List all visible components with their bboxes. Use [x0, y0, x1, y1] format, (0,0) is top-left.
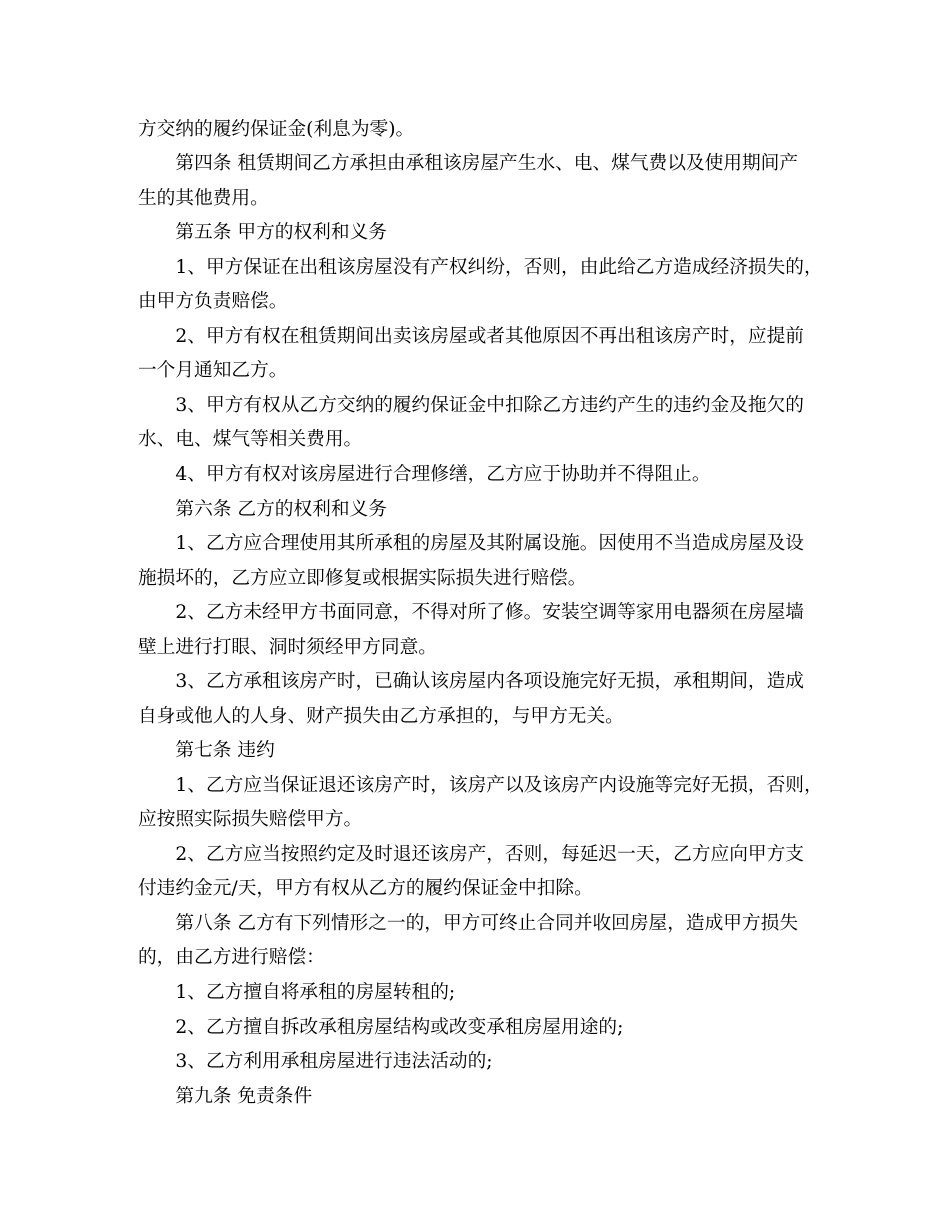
clause: [138, 320, 898, 389]
text-line: 2、乙方应当按照约定及时退还该房产，否则，每延迟一天，乙方应向甲方支: [175, 843, 804, 865]
text-line: 第八条 乙方有下列情形之一的，甲方可终止合同并收回房屋，造成甲方损失: [175, 912, 799, 934]
article-5-heading: 第五条 甲方的权利和义务: [175, 222, 387, 244]
clause-continuation: [138, 113, 898, 148]
clause: [138, 665, 898, 734]
article-heading: [138, 1080, 898, 1115]
text-line: 2、乙方擅自拆改承租房屋结构或改变承租房屋用途的;: [175, 1016, 624, 1038]
text-line: 3、乙方承租该房产时，已确认该房屋内各项设施完好无损，承租期间，造成: [175, 671, 804, 693]
article-heading: [138, 216, 898, 251]
text-line: 的，由乙方进行赔偿：: [138, 947, 325, 969]
text-line: 水、电、煤气等相关费用。: [138, 429, 363, 451]
text-line: 自身或他人的人身、财产损失由乙方承担的，与甲方无关。: [138, 705, 624, 727]
article-heading: [138, 734, 898, 769]
text-line: 3、乙方利用承租房屋进行违法活动的;: [175, 1051, 493, 1073]
text-line: 应按照实际损失赔偿甲方。: [138, 809, 363, 831]
article-4: [138, 147, 898, 216]
text-line: 生的其他费用。: [138, 187, 269, 209]
clause: [138, 976, 898, 1011]
article-9-heading: 第九条 免责条件: [175, 1085, 313, 1107]
clause: [138, 1045, 898, 1080]
article-heading: [138, 493, 898, 528]
article-7-heading: 第七条 违约: [175, 740, 275, 762]
text-line: 方交纳的履约保证金(利息为零)。: [138, 118, 415, 140]
text-line: 1、甲方保证在出租该房屋没有产权纠纷，否则，由此给乙方造成经济损失的，: [175, 256, 823, 278]
clause: [138, 596, 898, 665]
clause: [138, 458, 898, 493]
text-line: 4、甲方有权对该房屋进行合理修缮，乙方应于协助并不得阻止。: [175, 464, 711, 485]
article-8: [138, 907, 898, 976]
text-line: 壁上进行打眼、洞时须经甲方同意。: [138, 636, 437, 658]
text-line: 施损坏的，乙方应立即修复或根据实际损失进行赔偿。: [138, 567, 587, 589]
article-6-heading: 第六条 乙方的权利和义务: [175, 498, 387, 520]
document-body: [138, 113, 898, 1114]
text-line: 1、乙方应当保证退还该房产时，该房产以及该房产内设施等完好无损，否则，: [175, 774, 823, 796]
text-line: 2、乙方未经甲方书面同意，不得对所了修。安装空调等家用电器须在房屋墙: [175, 602, 804, 624]
clause: [138, 769, 898, 838]
text-line: 3、甲方有权从乙方交纳的履约保证金中扣除乙方违约产生的违约金及拖欠的: [175, 394, 804, 416]
text-line: 1、乙方应合理使用其所承租的房屋及其附属设施。因使用不当造成房屋及设: [175, 533, 804, 555]
text-line: 由甲方负责赔偿。: [138, 291, 288, 313]
clause: [138, 527, 898, 596]
text-line: 一个月通知乙方。: [138, 360, 288, 382]
text-line: 2、甲方有权在租赁期间出卖该房屋或者其他原因不再出租该房产时，应提前: [175, 325, 804, 347]
text-line: 第四条 租赁期间乙方承担由承租该房屋产生水、电、煤气费以及使用期间产: [175, 153, 799, 175]
text-line: 1、乙方擅自将承租的房屋转租的;: [175, 981, 456, 1003]
text-line: 付违约金元/天，甲方有权从乙方的履约保证金中扣除。: [138, 878, 593, 900]
clause: [138, 838, 898, 907]
clause: [138, 389, 898, 458]
clause: [138, 1011, 898, 1046]
clause: [138, 251, 898, 320]
